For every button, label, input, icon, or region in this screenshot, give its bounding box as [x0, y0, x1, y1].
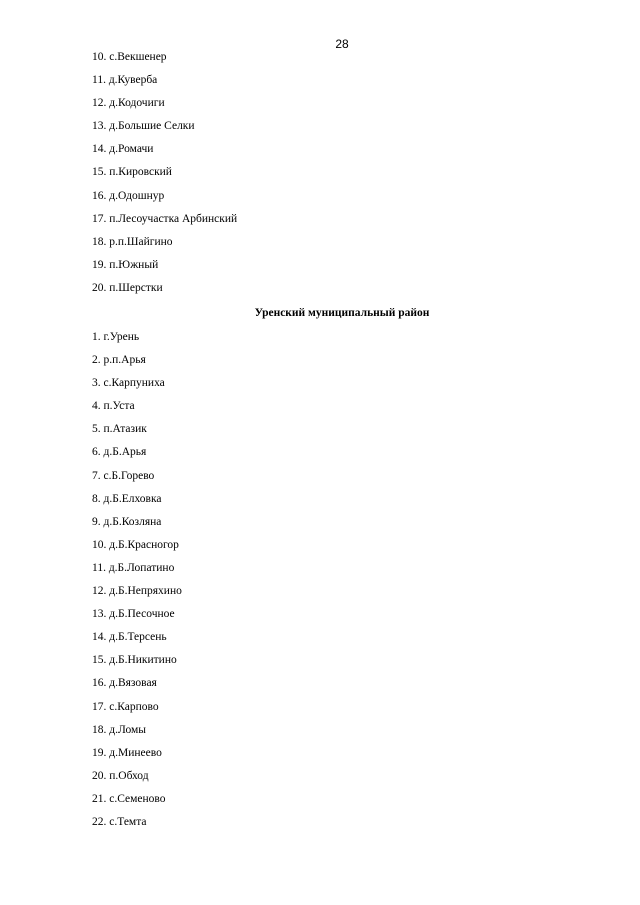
list-item: 22. с.Темта [92, 815, 147, 828]
list-item: 13. д.Б.Песочное [92, 608, 175, 621]
list-item: 18. р.п.Шайгино [92, 235, 173, 248]
list-item: 12. д.Кодочиги [92, 97, 165, 110]
list-item: 2. р.п.Арья [92, 354, 146, 367]
list-item: 19. п.Южный [92, 258, 159, 271]
list-item: 7. с.Б.Горево [92, 469, 155, 482]
list-item: 8. д.Б.Елховка [92, 492, 162, 505]
list-item: 3. с.Карпуниха [92, 377, 165, 390]
list-item: 16. д.Одошнур [92, 189, 165, 202]
settlement-list-uren-district [92, 326, 182, 834]
list-item: 11. д.Б.Лопатино [92, 561, 175, 574]
list-item: 18. д.Ломы [92, 723, 147, 736]
list-item: 9. д.Б.Козляна [92, 515, 162, 528]
settlement-list-previous-district [92, 46, 237, 300]
list-item: 5. п.Атазик [92, 423, 147, 436]
section-heading: Уренский муниципальный район [254, 307, 430, 319]
list-item: 10. д.Б.Красногор [92, 538, 179, 551]
list-item: 16. д.Вязовая [92, 677, 157, 690]
list-item: 20. п.Обход [92, 769, 149, 782]
list-item: 19. д.Минеево [92, 746, 162, 759]
list-item: 14. д.Ромачи [92, 143, 154, 156]
list-item: 12. д.Б.Непряхино [92, 585, 182, 598]
list-item: 13. д.Большие Селки [92, 120, 195, 133]
list-item: 4. п.Уста [92, 400, 135, 413]
page-number: 28 [335, 37, 349, 51]
list-item: 6. д.Б.Арья [92, 446, 147, 459]
list-item: 15. п.Кировский [92, 166, 172, 179]
list-item: 11. д.Куверба [92, 74, 158, 87]
list-item: 17. с.Карпово [92, 700, 159, 713]
list-item: 14. д.Б.Терсень [92, 631, 167, 644]
list-item: 10. с.Векшенер [92, 51, 167, 63]
list-item: 17. п.Лесоучастка Арбинский [92, 212, 238, 225]
list-item: 15. д.Б.Никитино [92, 654, 177, 667]
list-item: 20. п.Шерстки [92, 281, 163, 294]
list-item: 21. с.Семеново [92, 792, 166, 805]
list-item: 1. г.Урень [92, 331, 140, 343]
